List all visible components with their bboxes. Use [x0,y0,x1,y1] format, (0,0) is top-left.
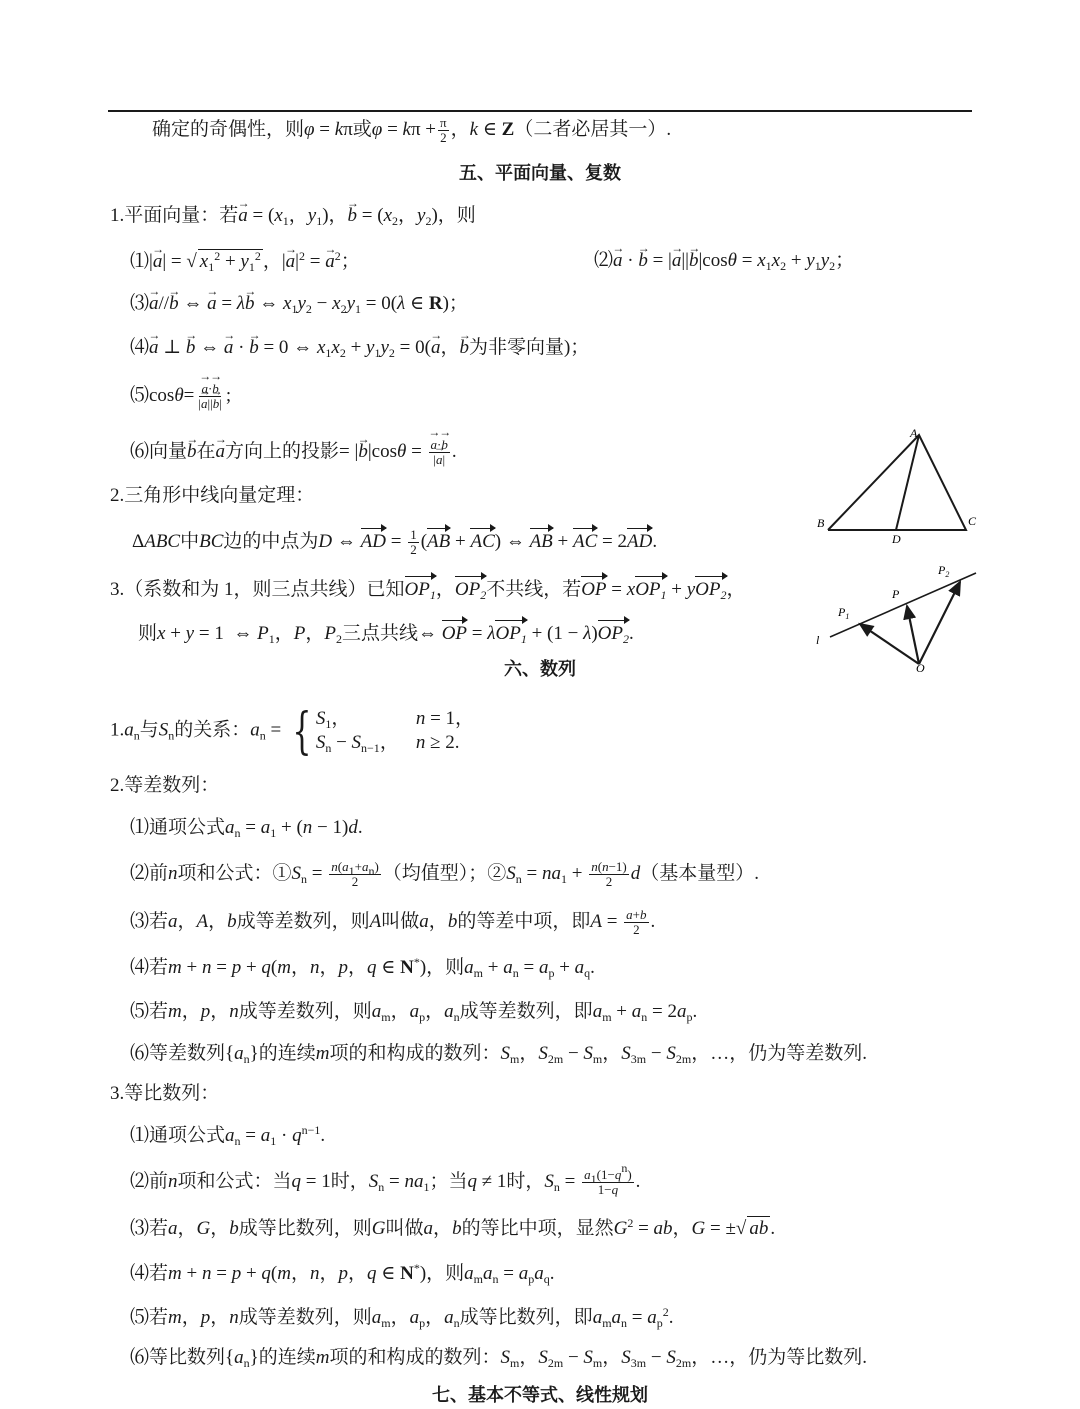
item-5-1-3: ⑶→ a//→ b ⇔ → a = λ→ b ⇔ $x_1y_2 - x_2y_1 = 0(\lambda$ ∈ R)； [130,292,468,316]
text: 为非零向量)； [468,337,590,358]
triangle-figure [812,425,982,550]
text: 三点共线⇔ [341,623,437,644]
label-A: A [910,426,918,440]
section-title-7: 七、基本不等式、线性规划 [432,1385,648,1406]
text: 通项公式 [149,817,226,838]
text: 确定的奇偶性，则 [152,118,305,140]
text: 1.平面向量：若 [110,205,239,226]
text: 方向上的投影= [225,440,350,462]
item-6-3-1: ⑴通项公式$a_n = a_1 \cdot q^{n-1}$. [130,1123,326,1148]
item-5-1-6: ⑹向量→ b在→ a方向上的投影= |→ b|cosθ = → $\frac{a\cdot\to b}{|\to a|}$ . [130,438,457,467]
item-6-3: 3.等比数列： [110,1083,220,1104]
section-title-5: 五、平面向量、复数 [459,163,621,184]
section-title-6: 六、数列 [504,659,576,680]
label-B: B [817,516,825,530]
text: 向量 [149,440,188,462]
fraction: $\frac{\pi}{2}$ [440,115,447,145]
item-6-2-6: ⑹等差数列$\{a_n\}$的连续m项的和构成的数列：$S_m$，$S_{2m} - S_m$，$S_{3m} - S_{2m}$，…，仍为等差数列. [130,1043,867,1066]
item-6-2-2: ⑵前n项和公式：$①S_n$ = $\frac{n(a_1+a_n)}{2}$ （均值型）；$②S_n = na_1$ + $\frac{n(n-1)}{2}$ d（基本量型）. [130,859,760,889]
item-5-1-1: ⑴|→ a| = √ $x_1^2 + y_1^2$ ，|→ $a|^2$ = → $a^2$； [130,249,360,274]
continuation-line: 确定的奇偶性，则φ = kπ或φ = kπ + $\frac{\pi}{2}$ ，k ∈ Z（二者必居其一）. [152,115,672,145]
item-5-2-formula: ΔABC中BC边的中点为D ⇔ AD = $\frac{1}{2}$ (AB + AC) ⇔ AB + AC = 2AD. [132,527,658,558]
item-5-3: 3.（系数和为 1，则三点共线）已知$OP_1$，$OP_2$不共线，若OP = xOP$_1$ + yOP$_2$， [110,576,746,602]
text: 则 [138,623,158,644]
label-P: P [892,587,900,601]
item-5-1-5: ⑸cosθ= → $\frac{a\cdot\to b}{|\to a||\to b|}$ ; [130,382,231,411]
text: 3.（系数和为 1，则三点共线）已知 [110,579,405,600]
label-l: l [816,633,820,647]
item-6-2-4: ⑷若m + n = p + q(m，n，p，q ∈ N*)，则$a_m + a_n = a_p + a_q$. [130,955,595,980]
item-6-2: 2.等差数列： [110,775,220,796]
item-6-3-6: ⑹等比数列$\{a_n\}$的连续m项的和构成的数列：$S_m$，$S_{2m} - S_m$，$S_{3m} - S_{2m}$，…，仍为等比数列. [130,1347,867,1370]
label-D: D [892,532,901,546]
item-6-1: $1.a_n$与$S_n$的关系：$a_n$ = { $S_1$， n = 1， $S_n - S_{n-1}$， n ≥ 2. [110,702,475,760]
item-6-2-1: ⑴通项公式$a_n = a_1 + (n - 1)d$. [130,817,363,840]
text: 或 [352,118,372,140]
label-O: O [916,661,925,675]
item-5-3-line2: 则x + y = 1 ⇔ $P_1$，P，$P_2$三点共线⇔ OP = $\lambda OP_1 + (1 - \lambda)OP_2$. [138,620,634,646]
header-rule [108,110,972,112]
label-P2: $P_2$ [938,563,950,579]
item-6-3-3: ⑶若a，G，b成等比数列，则G叫做a，b的等比中项，显然$G^2$ = ab，G = ±√ ab . [130,1216,776,1239]
text: 不共线，若 [486,579,582,600]
label-C: C [968,514,977,528]
item-6-2-5: ⑸若m，p，n成等差数列，则$a_m$，$a_p$，$a_n$成等差数列，即$a_m + a_n = 2a_p$. [130,1001,698,1024]
label-P1: $P_1$ [838,605,850,621]
text: 在 [196,440,216,462]
item-6-2-3: ⑶若a，A，b成等差数列，则A叫做a，b的等差中项，即A = $\frac{a+b}{2}$ . [130,907,656,937]
item-5-1-4: ⑷→ a ⊥ → b ⇔ → a · → b = 0 ⇔ $x_1x_2 + y_1y_2 = 0(\to a$，→ b为非零向量)； [130,336,589,360]
item-5-1: 1.平面向量：若→ $a = (x_1$，$y_1$)，→ $b = (x_2$，$y_2$)，则 [110,204,476,228]
item-5-1-2: ⑵→ a · → b = |→ $a||\to b|\cos\theta = x_1x_2 + y_1y_2$； [594,249,854,273]
item-6-3-4: ⑷若m + n = p + q(m，n，p，q ∈ N*)，则$a_ma_n = a_pa_q$. [130,1261,555,1286]
item-5-2: 2.三角形中线向量定理： [110,485,315,506]
item-6-3-5: ⑸若m，p，n成等差数列，则$a_m$，$a_p$，$a_n$成等比数列，即$a_ma_n = a_p^2$. [130,1305,674,1330]
item-6-3-2: ⑵前n项和公式：当q = 1时，$S_n = na_1$；当q ≠ 1时，$S_n$ = $\frac{a_1(1-q^n)}{1-q}$ . [130,1161,641,1197]
text: 通项公式 [149,1125,226,1146]
